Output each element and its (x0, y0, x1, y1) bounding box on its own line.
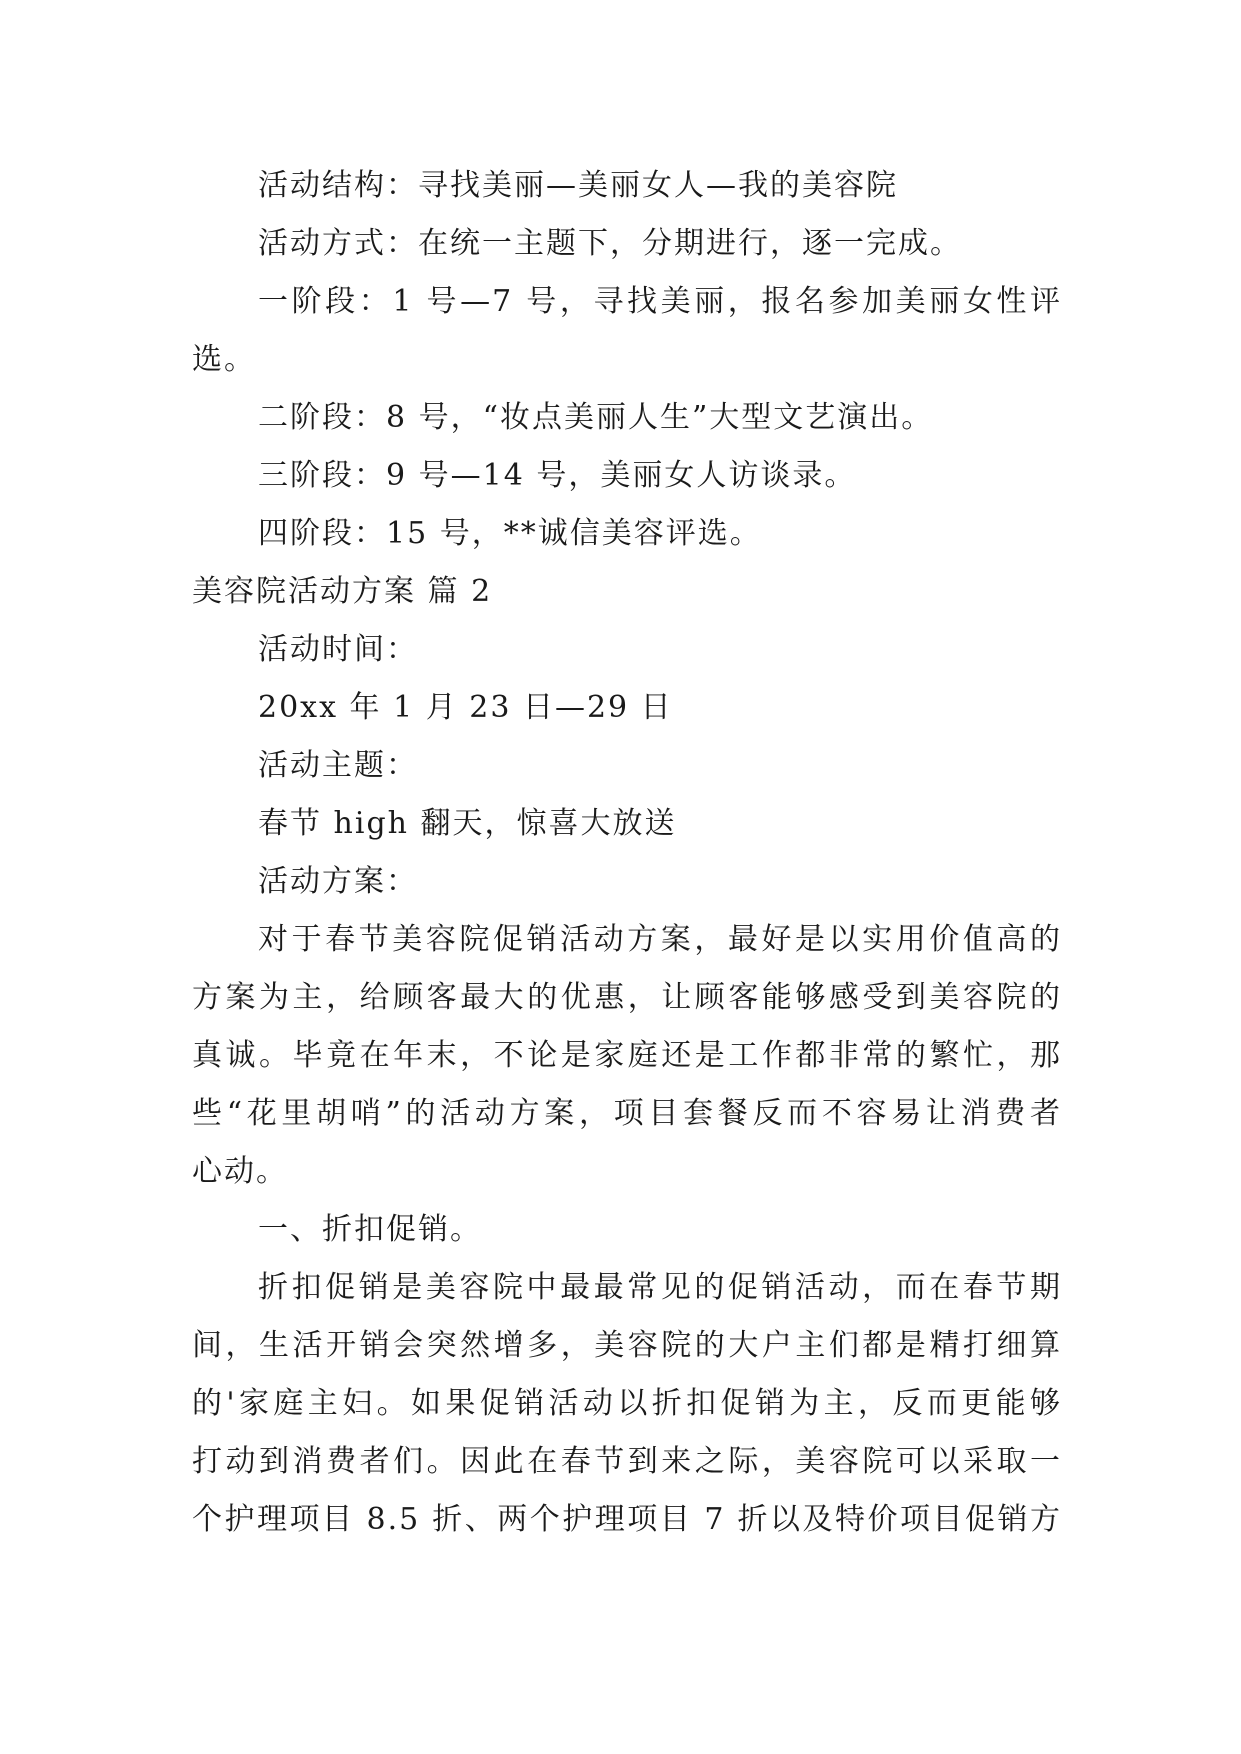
stage-two-line: 二阶段：8 号，“妆点美丽人生”大型文艺演出。 (258, 400, 934, 435)
subsection-heading: 一、折扣促销。 (258, 1212, 482, 1247)
paragraph-line: 方案为主，给顾客最大的优惠，让顾客能够感受到美容院的 (192, 980, 1062, 1015)
paragraph-line: 真诚。毕竟在年末，不论是家庭还是工作都非常的繁忙，那 (192, 1038, 1062, 1073)
paragraph-line: 个护理项目 8.5 折、两个护理项目 7 折以及特价项目促销方 (192, 1502, 1062, 1537)
activity-theme-value: 春节 high 翻天，惊喜大放送 (258, 806, 677, 841)
stage-one-continuation: 选。 (192, 342, 256, 377)
stage-three-line: 三阶段：9 号—14 号，美丽女人访谈录。 (258, 458, 857, 493)
section-heading: 美容院活动方案 篇 2 (192, 574, 493, 609)
paragraph-line: 些“花里胡哨”的活动方案，项目套餐反而不容易让消费者 (192, 1096, 1062, 1131)
stage-one-line: 一阶段：1 号—7 号，寻找美丽，报名参加美丽女性评 (258, 284, 1062, 319)
activity-plan-label: 活动方案： (258, 864, 418, 899)
paragraph-line: 间，生活开销会突然增多，美容院的大户主们都是精打细算 (192, 1328, 1062, 1363)
activity-theme-label: 活动主题： (258, 748, 418, 783)
stage-four-line: 四阶段：15 号，**诚信美容评选。 (258, 516, 762, 551)
activity-method-line: 活动方式：在统一主题下，分期进行，逐一完成。 (258, 226, 962, 261)
activity-structure-line: 活动结构：寻找美丽—美丽女人—我的美容院 (258, 168, 898, 203)
activity-time-value: 20xx 年 1 月 23 日—29 日 (258, 690, 673, 725)
paragraph-line: 打动到消费者们。因此在春节到来之际，美容院可以采取一 (192, 1444, 1062, 1479)
activity-time-label: 活动时间： (258, 632, 418, 667)
paragraph-line: 的'家庭主妇。如果促销活动以折扣促销为主，反而更能够 (192, 1386, 1062, 1421)
paragraph-line: 折扣促销是美容院中最最常见的促销活动，而在春节期 (258, 1270, 1062, 1305)
paragraph-line: 心动。 (192, 1154, 288, 1189)
paragraph-line: 对于春节美容院促销活动方案，最好是以实用价值高的 (258, 922, 1062, 957)
